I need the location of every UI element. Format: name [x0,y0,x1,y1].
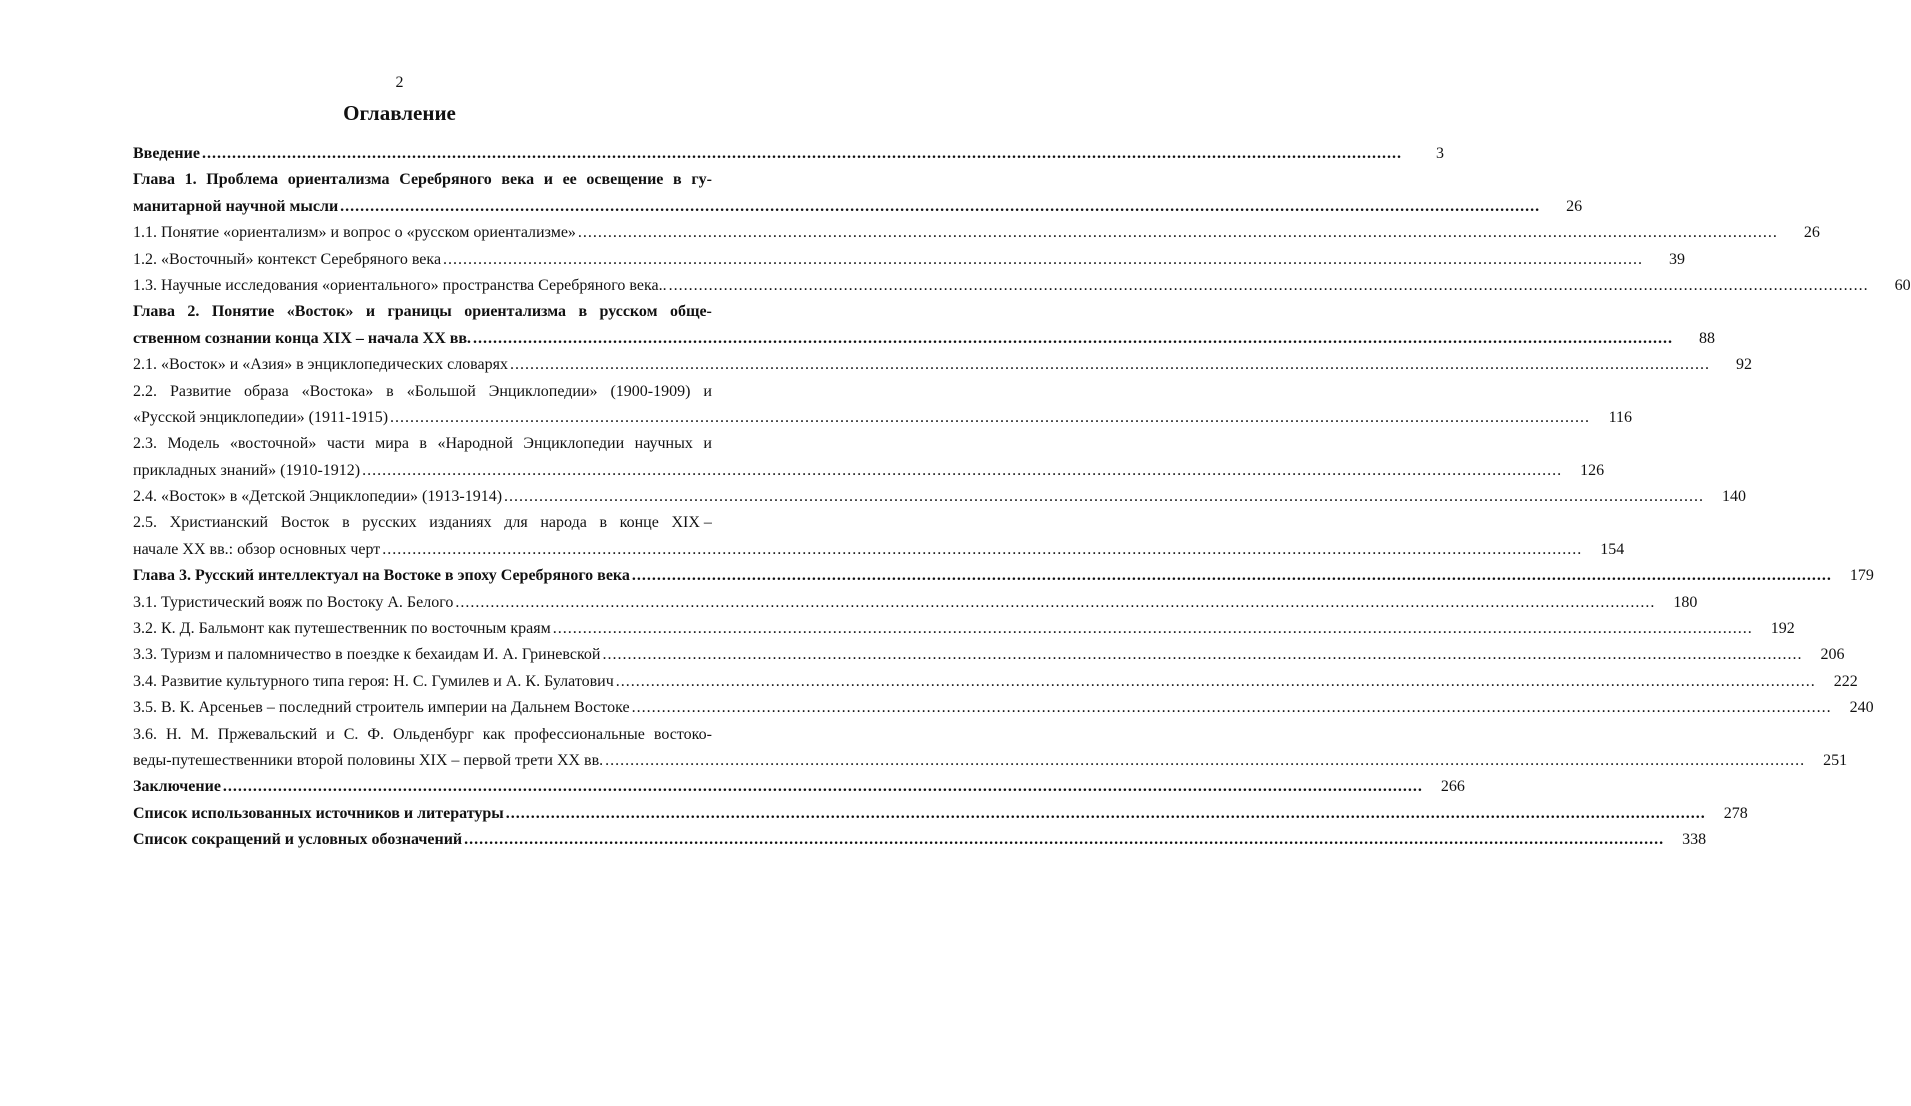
toc-page-number: 338 [1682,831,1707,849]
toc-page-number: 92 [1735,356,1752,374]
toc-section-entry[interactable] [133,273,1911,299]
toc-page-number: 179 [1849,567,1874,585]
toc-entry-word: 1. [184,171,197,189]
toc-page-number: 39 [1669,250,1686,268]
toc-entry-word: образа [244,382,289,400]
toc-entry-word: для [504,514,528,532]
toc-dot-leader [362,458,1562,484]
toc-chapter-entry[interactable] [133,774,1465,800]
toc-entry-word: «Народной [437,435,513,453]
toc-entry-word: в [386,382,394,400]
toc-entry-word: научных [634,435,693,453]
toc-entry-title: Заключение [133,778,221,796]
toc-section-entry[interactable] [133,510,1625,563]
toc-entry-title: Список сокращений и условных обозначений [133,831,463,849]
toc-entry-word: 2.3. [133,435,157,453]
toc-entry-word: в [342,514,350,532]
toc-entry-line [133,510,712,536]
toc-entry-word: Христианский [169,514,269,532]
toc-page-number: 26 [1566,197,1583,215]
toc-page-number: 192 [1770,620,1795,638]
toc-entry-word: востоко- [653,725,712,743]
page-title: Оглавление [343,101,456,125]
toc-entry-word: в [578,303,588,321]
toc-entry-title: Список использованных источников и литературы [133,804,504,822]
toc-page-number: 88 [1699,329,1716,347]
toc-entry-word: профессиональные [514,725,645,743]
toc-chapter-entry[interactable] [133,801,1748,827]
toc-entry-line [133,431,712,457]
toc-dot-leader [553,616,1753,642]
toc-page-number: 240 [1849,699,1874,717]
toc-entry-word: освещение [586,171,664,189]
toc-entry-title: 1.2. «Восточный» контекст Серебряного века [133,250,442,268]
table-of-contents [133,141,1911,854]
toc-chapter-entry[interactable] [133,563,1874,589]
toc-dot-leader [632,563,1832,589]
toc-entry-word: части [326,435,365,453]
toc-entry-title: веды-путешественники второй половины XIX – первой трети XX вв. [133,751,604,769]
toc-entry-title: 3.5. В. К. Арсеньев – последний строитель империи на Дальнем Востоке [133,699,630,717]
toc-entry-word: 2.5. [133,514,157,532]
toc-entry-word: Н. [166,725,182,743]
toc-section-entry[interactable] [133,722,1848,775]
toc-entry-word: в [599,514,608,532]
toc-entry-word: Пржевальский [217,725,318,743]
toc-entry-title: «Русской энциклопедии» (1911-1915) [133,408,389,426]
toc-entry-title: 2.1. «Восток» и «Азия» в энциклопедических словарях [133,356,508,374]
toc-dot-leader [443,247,1643,273]
toc-page-number: 278 [1723,804,1748,822]
toc-entry-word: и [703,435,712,453]
toc-page-number: 251 [1823,751,1848,769]
toc-entry-title: 1.1. Понятие «ориентализм» и вопрос о «русском ориентализме» [133,224,576,242]
toc-entry-title: 2.4. «Восток» в «Детской Энциклопедии» (1913-1914) [133,488,503,506]
toc-chapter-entry[interactable] [133,827,1707,853]
toc-dot-leader [223,774,1423,800]
toc-entry-word: как [482,725,506,743]
toc-dot-leader [504,484,1704,510]
toc-entry-title: начале XX вв.: обзор основных черт [133,540,381,558]
toc-entry-word: 2.2. [133,382,157,400]
toc-section-entry[interactable] [133,484,1747,510]
toc-entry-word: «Восток» [286,303,354,321]
toc-entry-title: 3.3. Туризм и паломничество в поездке к бехаидам И. А. Гриневской [133,646,601,664]
toc-entry-line [133,299,712,325]
toc-dot-leader [510,352,1710,378]
toc-entry-word: 3.6. [133,725,157,743]
toc-section-entry[interactable] [133,669,1858,695]
toc-entry-title: 3.2. К. Д. Бальмонт как путешественник по восточным краям [133,620,551,638]
toc-entry-word: мира [375,435,409,453]
toc-section-entry[interactable] [133,431,1605,484]
page-number: 2 [395,74,404,91]
toc-page-number: 180 [1673,593,1698,611]
toc-dot-leader [602,642,1802,668]
toc-dot-leader [506,801,1706,827]
toc-entry-word: Серебряного [399,171,492,189]
toc-entry-word: Ф. [367,725,385,743]
toc-entry-line [133,379,712,405]
toc-dot-leader [605,748,1805,774]
toc-page-number: 116 [1608,408,1633,426]
toc-page-number: 60 [1894,276,1911,294]
toc-entry-word: Энциклопедии [523,435,625,453]
toc-entry-word: М. [190,725,209,743]
toc-entry-word: в [419,435,427,453]
toc-dot-leader [455,590,1655,616]
toc-entry-word: границы [387,303,452,321]
toc-entry-title: ственном сознании конца XIX – начала XX вв. [133,329,472,347]
toc-entry-title: прикладных знаний» (1910-1912) [133,461,361,479]
toc-section-entry[interactable] [133,642,1845,668]
toc-entry-title: Глава 3. Русский интеллектуал на Востоке в эпоху Серебряного века [133,567,630,585]
toc-page-number: 206 [1820,646,1845,664]
toc-page-number: 126 [1580,461,1605,479]
toc-section-entry[interactable] [133,379,1633,432]
toc-dot-leader [616,669,1816,695]
toc-section-entry[interactable] [133,695,1874,721]
toc-dot-leader [340,194,1540,220]
toc-dot-leader [464,827,1664,853]
toc-entry-word: XIX – [671,514,712,532]
toc-dot-leader [473,326,1673,352]
toc-entry-title: 3.1. Туристический вояж по Востоку А. Белого [133,593,454,611]
toc-chapter-entry[interactable] [133,141,1444,167]
toc-entry-word: конце [619,514,659,532]
toc-entry-word: «Большой [406,382,476,400]
toc-entry-word: ее [562,171,577,189]
toc-entry-word: гу- [691,171,712,189]
toc-entry-word: «Востока» [301,382,374,400]
toc-dot-leader [202,141,1402,167]
toc-entry-word: Развитие [169,382,232,400]
toc-entry-word: русском [599,303,658,321]
toc-entry-word: народа [540,514,587,532]
toc-dot-leader [632,695,1832,721]
toc-entry-word: Модель [167,435,220,453]
toc-entry-word: века [501,171,535,189]
toc-chapter-entry[interactable] [133,167,1583,220]
toc-entry-title: 3.4. Развитие культурного типа героя: Н. С. Гумилев и А. К. Булатович [133,672,614,690]
toc-entry-word: русских [362,514,417,532]
toc-section-entry[interactable] [133,616,1795,642]
toc-entry-word: изданиях [429,514,492,532]
toc-entry-word: Глава [133,171,175,189]
toc-entry-word: Понятие [211,303,275,321]
toc-page-number: 140 [1722,488,1747,506]
toc-section-entry[interactable] [133,352,1752,378]
toc-entry-line [133,167,712,193]
toc-entry-word: (1900-1909) [610,382,691,400]
toc-entry-word: и [543,171,553,189]
toc-section-entry[interactable] [133,247,1686,273]
toc-section-entry[interactable] [133,220,1820,246]
toc-entry-word: 2. [187,303,200,321]
toc-page-number: 154 [1600,540,1625,558]
toc-entry-word: и [703,382,712,400]
toc-entry-word: С. [343,725,359,743]
toc-entry-line [133,722,712,748]
toc-entry-word: Ольденбург [393,725,474,743]
toc-page-number: 3 [1435,145,1444,162]
toc-entry-title: манитарной научной мысли [133,197,339,215]
toc-entry-title: 1.3. Научные исследования «ориентального» пространства Серебряного века.. [133,276,667,294]
toc-page-number: 222 [1833,672,1858,690]
toc-entry-word: ориентализма [464,303,567,321]
toc-entry-word: Энциклопедии» [488,382,598,400]
toc-page-number: 26 [1803,224,1820,242]
toc-dot-leader [669,273,1869,299]
toc-entry-word: ориентализма [287,171,390,189]
toc-entry-word: Проблема [206,171,279,189]
toc-dot-leader [382,537,1582,563]
toc-entry-word: и [365,303,376,321]
toc-entry-word: «восточной» [229,435,317,453]
toc-entry-word: Восток [280,514,330,532]
toc-entry-word: Глава [133,303,175,321]
toc-page-number: 266 [1440,778,1465,796]
toc-section-entry[interactable] [133,590,1698,616]
toc-dot-leader [578,220,1778,246]
toc-entry-word: обще- [669,303,712,321]
toc-chapter-entry[interactable] [133,299,1716,352]
toc-entry-word: в [673,171,682,189]
toc-entry-title: Введение [133,145,200,162]
toc-dot-leader [390,405,1590,431]
toc-entry-word: и [326,725,335,743]
